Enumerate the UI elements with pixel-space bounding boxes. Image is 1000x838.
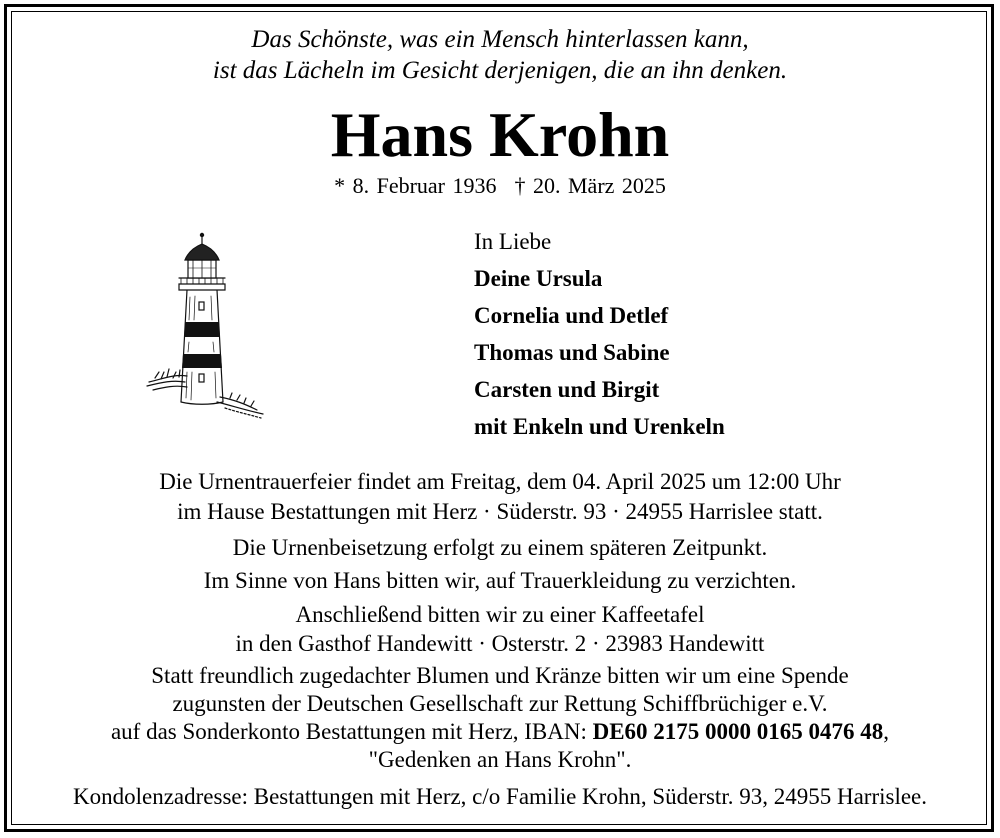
family-member: Deine Ursula — [474, 266, 603, 291]
coffee-line-1: Anschließend bitten wir zu einer Kaffeetafel — [295, 602, 705, 627]
family-member: Carsten und Birgit — [474, 377, 660, 402]
donation-reference: "Gedenken an Hans Krohn". — [368, 747, 632, 772]
quote-line-1: Das Schönste, was ein Mensch hinterlassen kann, — [251, 26, 749, 53]
interment-note: Die Urnenbeisetzung erfolgt zu einem späteren Zeitpunkt. — [232, 535, 768, 560]
family-signatures — [474, 226, 725, 448]
coffee-line-2: in den Gasthof Handewitt · Osterstr. 2 · 23983 Handewitt — [235, 631, 765, 656]
ceremony-line-1: Die Urnentrauerfeier findet am Freitag, dem 04. April 2025 um 12:00 Uhr — [159, 469, 841, 494]
family-member: mit Enkeln und Urenkeln — [474, 414, 725, 439]
death-date: † 20. März 2025 — [514, 173, 666, 198]
donation-account — [0, 718, 1000, 746]
quote-line-2: ist das Lächeln im Gesicht derjenigen, die an ihn denken. — [212, 57, 788, 84]
deceased-name: Hans Krohn — [330, 99, 670, 170]
dress-note: Im Sinne von Hans bitten wir, auf Trauerkleidung zu verzichten. — [203, 568, 797, 593]
birth-date: * 8. Februar 1936 — [334, 173, 497, 198]
life-dates — [0, 172, 1000, 200]
condolence-address: Kondolenzadresse: Bestattungen mit Herz, c/o Familie Krohn, Süderstr. 93, 24955 Harrislee. — [73, 784, 927, 809]
ceremony-line-2: im Hause Bestattungen mit Herz · Süderstr. 93 · 24955 Harrislee statt. — [177, 499, 823, 524]
account-suffix: , — [883, 719, 890, 744]
family-member: Thomas und Sabine — [474, 340, 670, 365]
iban-number: DE60 2175 0000 0165 0476 48 — [592, 719, 884, 744]
account-prefix: auf das Sonderkonto Bestattungen mit Herz, IBAN: — [110, 719, 593, 744]
donation-line-2: zugunsten der Deutschen Gesellschaft zur Rettung Schiffbrüchiger e.V. — [172, 691, 828, 716]
donation-line-1: Statt freundlich zugedachter Blumen und Kränze bitten wir um eine Spende — [151, 663, 849, 688]
family-member: Cornelia und Detlef — [474, 303, 669, 328]
family-intro: In Liebe — [474, 229, 552, 254]
lighthouse-illustration — [145, 232, 270, 422]
